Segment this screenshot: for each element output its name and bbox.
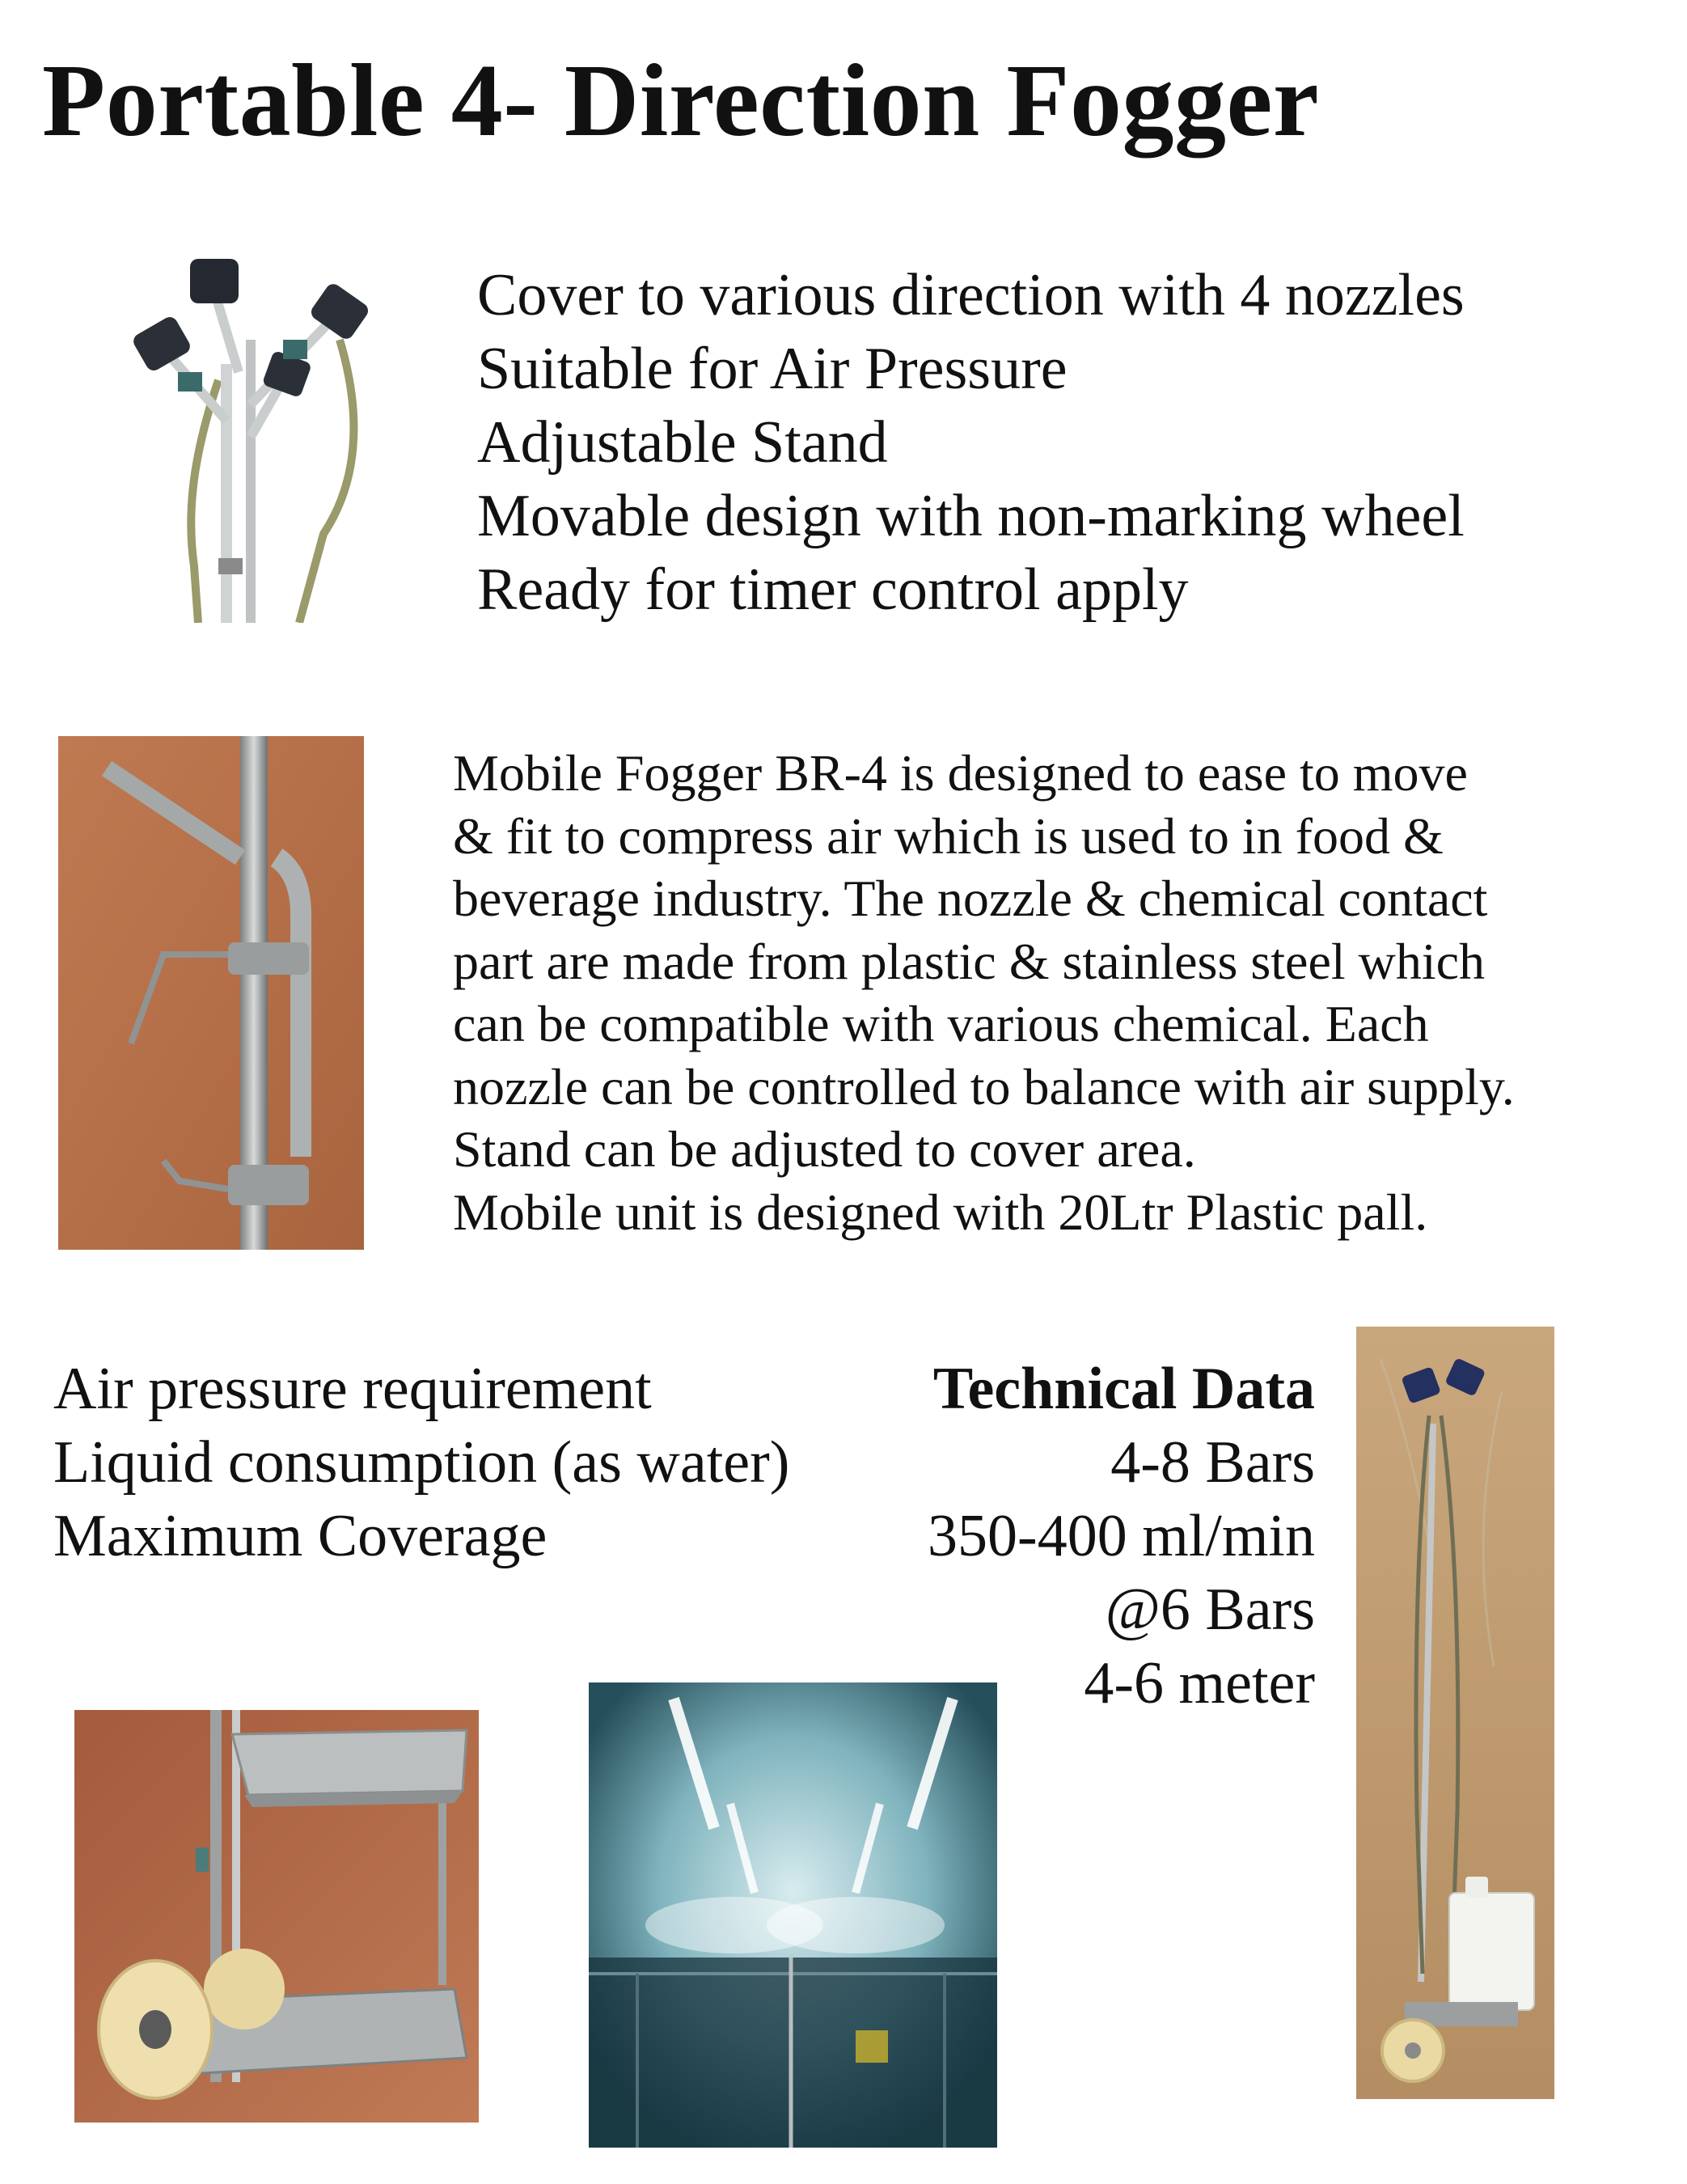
feature-item: Cover to various direction with 4 nozzles — [477, 262, 1465, 328]
spec-value: @6 Bars — [1105, 1577, 1315, 1643]
full-unit-photo — [1356, 1327, 1554, 2099]
description-line: Mobile Fogger BR-4 is designed to ease to move — [453, 744, 1468, 802]
description-line: & fit to compress air which is used to in food & — [453, 806, 1444, 865]
spec-value: 4-8 Bars — [1110, 1429, 1315, 1496]
trolley-wheel-photo — [74, 1710, 479, 2123]
description-line: part are made from plastic & stainless steel which — [453, 932, 1486, 990]
description-line: nozzle can be controlled to balance with air supply. — [453, 1057, 1515, 1115]
description-line: Mobile unit is designed with 20Ltr Plastic pall. — [453, 1183, 1428, 1241]
product-description — [453, 742, 1515, 1243]
description-line: beverage industry. The nozzle & chemical contact — [453, 870, 1488, 927]
feature-list — [477, 259, 1465, 627]
technical-data — [928, 1352, 1315, 1721]
spec-label: Liquid consumption (as water) — [53, 1429, 790, 1496]
spec-value: 4-6 meter — [1084, 1650, 1315, 1716]
nozzle-head-photo — [97, 243, 404, 623]
description-line: Stand can be adjusted to cover area. — [453, 1120, 1196, 1178]
feature-item: Adjustable Stand — [477, 409, 888, 476]
technical-data-heading: Technical Data — [932, 1356, 1315, 1422]
feature-item: Movable design with non-marking wheel — [477, 483, 1465, 549]
fogging-room-photo — [589, 1682, 997, 2148]
page-title: Portable 4- Direction Fogger — [42, 43, 1320, 158]
spec-value: 350-400 ml/min — [928, 1503, 1315, 1569]
spec-label: Maximum Coverage — [53, 1503, 548, 1569]
stand-clamp-photo — [58, 736, 364, 1250]
feature-item: Suitable for Air Pressure — [477, 336, 1068, 402]
description-line: can be compatible with various chemical. Each — [453, 995, 1429, 1052]
feature-item: Ready for timer control apply — [477, 557, 1189, 623]
spec-labels — [53, 1352, 789, 1573]
spec-label: Air pressure requirement — [53, 1356, 652, 1422]
